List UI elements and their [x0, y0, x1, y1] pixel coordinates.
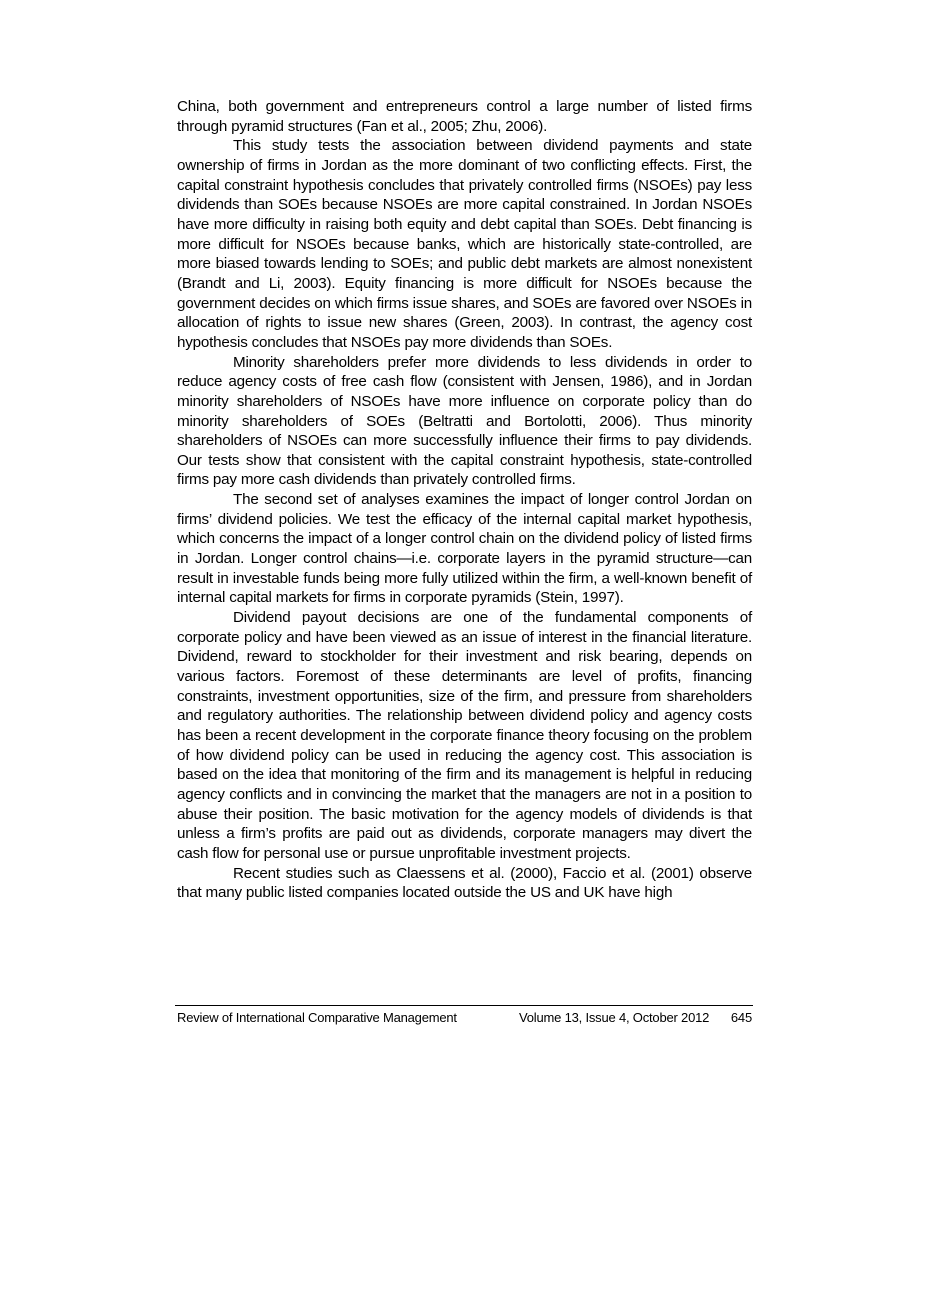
- paragraph-control-chain: The second set of analyses examines the impact of longer control Jordan on firms’ dividend policies. We test the efficacy of the internal capital market hypothesis, which concerns the impact of a longer control chain on the dividend policy of listed firms in Jordan. Longer control chains—i.e. corporate layers in the pyramid structure—can result in investable funds being more fully utilized within the firm, a well-known benefit of internal capital markets for firms in corporate pyramids (Stein, 1997).: [177, 491, 752, 607]
- paragraph-dividend-payout: Dividend payout decisions are one of the fundamental components of corporate policy and have been viewed as an issue of interest in the financial literature. Dividend, reward to stockholder for their investment and risk bearing, depends on various factors. Foremost of these determinants are level of profits, financing constraints, investment opportunities, size of the firm, and pressure from shareholders and regulatory authorities. The relationship between dividend policy and agency costs has been a recent development in the corporate finance theory focusing on the problem of how dividend policy can be used in reducing the agency cost. This association is based on the idea that monitoring of the firm and its management is helpful in reducing agency conflicts and in convincing the market that the managers are not in a position to abuse their position. The basic motivation for the agency models of dividends is that unless a firm’s profits are paid out as dividends, corporate managers may divert the cash flow for personal use or pursue unprofitable investment projects.: [177, 609, 752, 862]
- footer-journal-title: Review of International Comparative Management: [177, 1010, 457, 1025]
- paragraph-continuation: China, both government and entrepreneurs control a large number of listed firms through pyramid structures (Fan et al., 2005; Zhu, 2006).: [177, 98, 752, 135]
- paragraph-minority-shareholders: Minority shareholders prefer more dividends to less dividends in order to reduce agency costs of free cash flow (consistent with Jensen, 1986), and in Jordan minority shareholders of NSOEs have more influence on corporate policy than do minority shareholders of SOEs (Beltratti and Bortolotti, 2006). Thus minority shareholders of NSOEs can more successfully influence their firms to pay dividends. Our tests show that consistent with the capital constraint hypothesis, state-controlled firms pay more cash dividends than privately controlled firms.: [177, 353, 752, 489]
- article-body: [177, 97, 752, 903]
- footer-divider: [175, 1005, 753, 1006]
- paragraph-recent-studies: Recent studies such as Claessens et al. (2000), Faccio et al. (2001) observe that many public listed companies located outside the US and UK have high: [177, 864, 752, 902]
- footer-page-number: 645: [730, 1010, 752, 1025]
- footer-volume-issue: Volume 13, Issue 4, October 2012: [519, 1010, 710, 1025]
- paragraph-study-hypotheses: This study tests the association between dividend payments and state ownership of firms in Jordan as the more dominant of two conflicting effects. First, the capital constraint hypothesis concludes that privately controlled firms (NSOEs) pay less dividends than SOEs because NSOEs are more capital constrained. In Jordan NSOEs have more difficulty in raising both equity and debt capital than SOEs. Debt financing is more difficult for NSOEs because banks, which are historically state-controlled, are more biased towards lending to SOEs; and public debt markets are almost nonexistent (Brandt and Li, 2003). Equity financing is more difficult for NSOEs because the government decides on which firms issue shares, and SOEs are favored over NSOEs in allocation of rights to issue new shares (Green, 2003). In contrast, the agency cost hypothesis concludes that NSOEs pay more dividends than SOEs.: [177, 137, 752, 351]
